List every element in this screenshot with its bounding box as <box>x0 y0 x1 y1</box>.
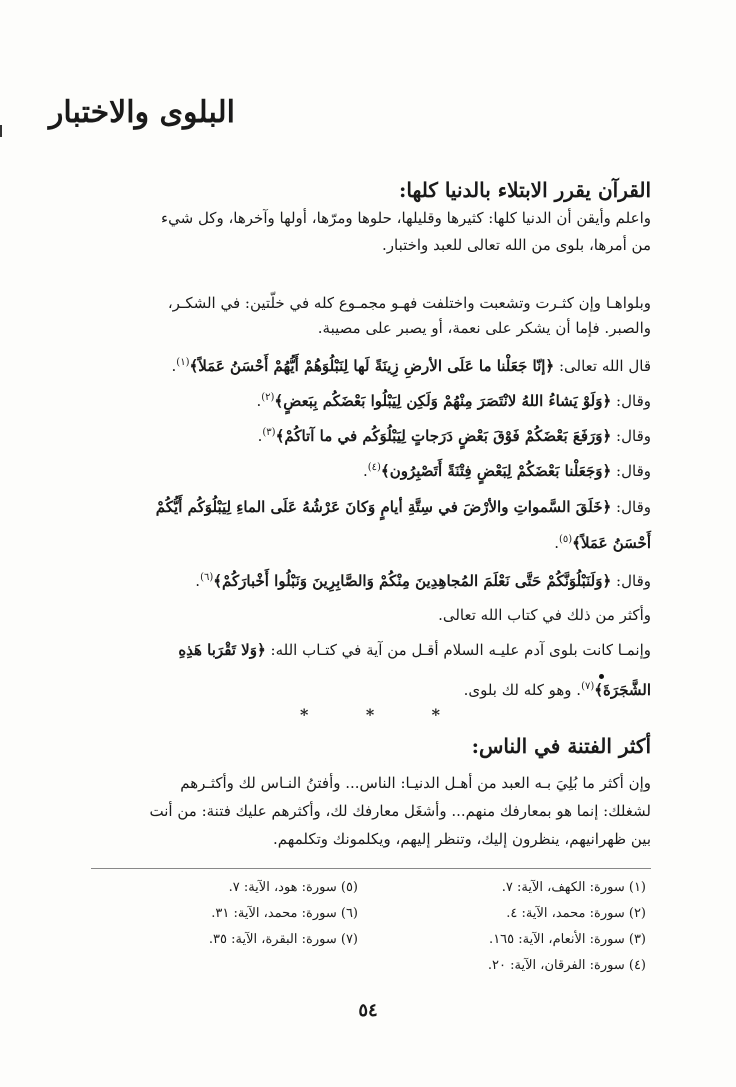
quran-verse: ﴿وَجَعَلْنا بَعْضَكُمْ لِبَعْضٍ فِتْنَةً أَتَصْبِرُون﴾ <box>380 462 612 480</box>
footnote-ref: (٦) <box>200 572 214 583</box>
paragraph-1-line-2: من أمرها، بلوى من الله تعالى للعبد واختبار. <box>381 236 651 254</box>
p4-tail: . وهو كله لك بلوى. <box>463 681 582 699</box>
footnote-ref: (٤) <box>367 462 381 473</box>
divider-star: * <box>365 705 375 724</box>
verse-tail: . <box>362 462 368 480</box>
verse-line-6 <box>195 568 651 591</box>
footnote-6: (٦) سورة: محمد، الآية: ٣١. <box>211 906 358 921</box>
verse-lead: وقال: <box>611 498 651 516</box>
verse-lead: وقال: <box>611 392 651 410</box>
footnote-3: (٣) سورة: الأنعام، الآية: ١٦٥. <box>489 932 646 947</box>
footnote-4: (٤) سورة: الفرقان، الآية: ٢٠. <box>487 958 646 973</box>
verse-tail: . <box>195 572 201 590</box>
verse-lead: وقال: <box>611 572 651 590</box>
footnote-ref: (٣) <box>262 427 276 438</box>
quran-verse: ﴿وَلَنَبْلُوَنَّكُمْ حَتَّى نَعْلَمَ المُجاهِدِينَ مِنْكُمْ وَالصَّابِرِينَ وَنَبْلُوا أَخْبارَكُمْ﴾ <box>213 572 612 590</box>
verse-line-4 <box>363 458 651 481</box>
quran-verse: ﴿وَلَوْ يَشاءُ اللهُ لانْتَصَرَ مِنْهُمْ وَلَكِن لِيَبْلُوا بَعْضَكُم بِبَعضٍ﴾ <box>274 392 612 410</box>
verse-line-3 <box>258 423 651 446</box>
footnote-ref: (٢) <box>261 392 275 403</box>
paragraph-4-line-2 <box>464 677 651 700</box>
verse-lead: قال الله تعالى: <box>554 357 651 375</box>
divider-star: * <box>431 705 440 724</box>
chapter-title: البلوى والاختبار <box>48 95 235 130</box>
verse-lead: وقال: <box>611 427 651 445</box>
quran-verse: ﴿إنّا جَعَلْنا ما عَلَى الأرضِ زِينَةً لَها لِنَبْلُوَهُمْ أَيُّهُمْ أَحْسَنُ عَمَلاً﴾ <box>189 357 555 375</box>
verse-line-5a <box>156 497 651 517</box>
footnote-ref: (١) <box>176 357 190 368</box>
quran-verse: ﴿خَلَقَ السَّمواتِ والأرْضَ في سِتَّةِ أيامٍ وَكانَ عَرْشُهُ عَلَى الماءِ لِيَبْلُوَكُم أَيُّكُمْ <box>155 498 612 516</box>
footnote-1: (١) سورة: الكهف، الآية: ٧. <box>501 880 646 895</box>
verse-tail: . <box>256 392 262 410</box>
paragraph-4-line-1 <box>178 640 651 660</box>
footnote-2: (٢) سورة: محمد، الآية: ٤. <box>506 906 646 921</box>
footnote-ref: (٥) <box>558 534 573 545</box>
paragraph-2-line-1: وبلواهـا وإن كثـرت وتشعبت واختلفت فهـو مجمـوع كله في خلّتين: في الشكـر، <box>167 294 651 312</box>
divider-star: * <box>300 705 309 724</box>
verse-tail: . <box>257 427 263 445</box>
paragraph-5-line-1: وإن أكثر ما بُلِيَ بـه العبد من أهـل الدنيـا: الناس... وأفتنُ النـاس لك وأكثـرهم <box>180 774 651 792</box>
verse-line-2 <box>256 388 651 411</box>
footnote-7: (٧) سورة: البقرة، الآية: ٣٥. <box>208 932 358 947</box>
paragraph-3: وأكثر من ذلك في كتاب الله تعالى. <box>438 606 651 624</box>
section-title-people-trial: أكثر الفتنة في الناس: <box>471 734 651 758</box>
section-divider <box>300 705 440 724</box>
paragraph-5-line-3: بين ظهرانيهم، ينظرون إليك، وتنظر إليهم، ويكلمونك وتكلمهم. <box>273 830 651 848</box>
margin-mark <box>0 125 2 137</box>
page-number: ٥٤ <box>358 1000 378 1021</box>
footnote-ref: (٧) <box>581 681 595 692</box>
verse-line-5b <box>554 530 651 553</box>
verse-line-1 <box>172 353 652 376</box>
paragraph-2-line-2: والصبر. فإما أن يشكر على نعمة، أو يصبر على مصيبة. <box>317 319 651 337</box>
quran-verse: ﴿وَلا تَقْرَبا هَذِهِ <box>178 641 266 659</box>
verse-tail: . <box>171 357 177 375</box>
quran-verse-continued: أَحْسَنُ عَمَلاً﴾ <box>572 534 651 552</box>
paragraph-1-line-1: واعلم وأيقن أن الدنيا كلها: كثيرها وقليلها، حلوها ومرّها، أولها وآخرها، وكل شيء <box>161 209 651 227</box>
p4-lead: وإنمـا كانت بلوى آدم عليـه السلام أقـل من آية في كتـاب الله: <box>265 641 651 659</box>
footnote-5: (٥) سورة: هود، الآية: ٧. <box>228 880 358 895</box>
verse-lead: وقال: <box>611 462 651 480</box>
paragraph-5-line-2: لشغلك: إنما هو بمعارفك منهم... وأشغَل معارفك لك، وأكثرهم عليك فتنة: من أنت <box>149 802 651 820</box>
section-title-quran-trial: القرآن يقرر الابتلاء بالدنيا كلها: <box>399 178 651 202</box>
footnote-separator <box>91 868 651 869</box>
quran-verse-continued: الشَّجَرَةَ﴾ <box>594 681 651 699</box>
quran-verse: ﴿وَرَفَعَ بَعْضَكُمْ فَوْقَ بَعْضٍ دَرَجاتٍ لِيَبْلُوَكُم في ما آتاكُمْ﴾ <box>275 427 612 445</box>
verse-tail: . <box>554 534 559 552</box>
